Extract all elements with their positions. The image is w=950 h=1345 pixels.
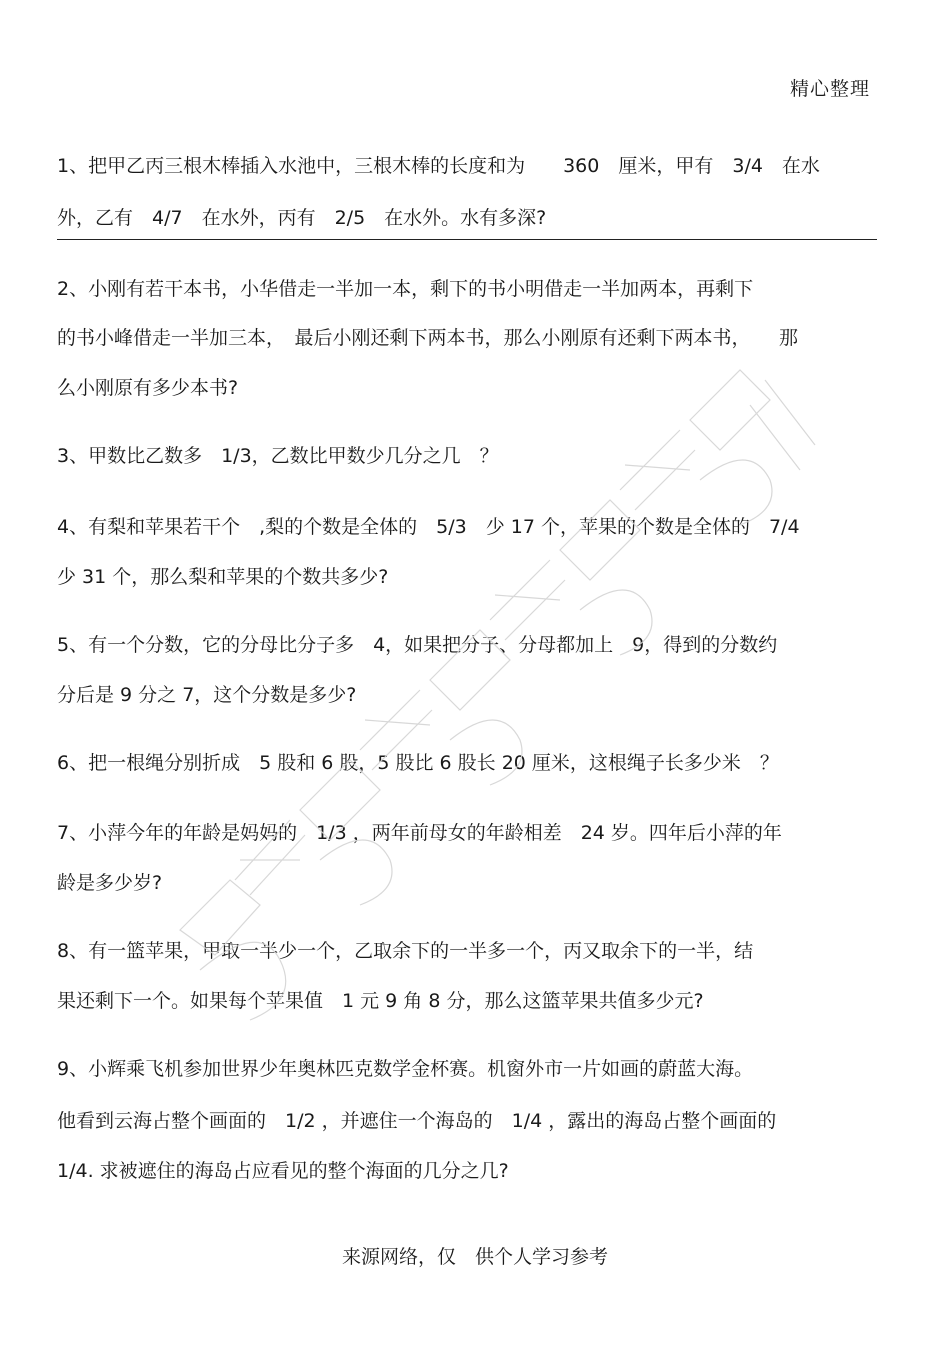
question-4-line-2: 少 31 个，那么梨和苹果的个数共多少? xyxy=(57,566,389,588)
question-5-line-1: 5、有一个分数，它的分母比分子多 4，如果把分子、分母都加上 9，得到的分数约 xyxy=(57,634,778,656)
question-9-line-1: 9、小辉乘飞机参加世界少年奥林匹克数学金杯赛。机窗外市一片如画的蔚蓝大海。 xyxy=(57,1058,754,1080)
question-8-line-1: 8、有一篮苹果，甲取一半少一个，乙取余下的一半多一个，丙又取余下的一半，结 xyxy=(57,940,754,962)
question-1-line-2: 外，乙有 4/7 在水外，丙有 2/5 在水外。水有多深? xyxy=(57,207,547,229)
question-4-line-1: 4、有梨和苹果若干个 ,梨的个数是全体的 5/3 少 17 个，苹果的个数是全体的 7/4 xyxy=(57,516,800,538)
question-3-line-1: 3、甲数比乙数多 1/3，乙数比甲数少几分之几 ？ xyxy=(57,445,499,467)
question-5-line-2: 分后是 9 分之 7，这个分数是多少? xyxy=(57,684,357,706)
question-7-line-1: 7、小萍今年的年龄是妈妈的 1/3 ，两年前母女的年龄相差 24 岁。四年后小萍的年 xyxy=(57,822,782,844)
header-note: 精心整理 xyxy=(789,78,870,100)
question-9-line-3: 1/4. 求被遮住的海岛占应看见的整个海面的几分之几? xyxy=(57,1160,509,1182)
question-8-line-2: 果还剩下一个。如果每个苹果值 1 元 9 角 8 分，那么这篮苹果共值多少元? xyxy=(57,990,704,1012)
footer-note: 来源网络，仅 供个人学习参考 xyxy=(341,1246,608,1268)
question-2-line-2: 的书小峰借走一半加三本， 最后小刚还剩下两本书，那么小刚原有还剩下两本书， 那 xyxy=(57,327,799,349)
question-6-line-1: 6、把一根绳分别折成 5 股和 6 股，5 股比 6 股长 20 厘米，这根绳子长多少米 ？ xyxy=(57,752,779,774)
question-2-line-3: 么小刚原有多少本书? xyxy=(57,377,239,399)
question-1-line-1: 1、把甲乙丙三根木棒插入水池中，三根木棒的长度和为 360 厘米，甲有 3/4 在水 xyxy=(57,155,820,177)
question-2-line-1: 2、小刚有若干本书，小华借走一半加一本，剩下的书小明借走一半加两本，再剩下 xyxy=(57,278,754,300)
divider-line xyxy=(57,239,877,240)
question-7-line-2: 龄是多少岁? xyxy=(57,872,163,894)
question-9-line-2: 他看到云海占整个画面的 1/2 ，并遮住一个海岛的 1/4 ，露出的海岛占整个画面的 xyxy=(57,1110,777,1132)
